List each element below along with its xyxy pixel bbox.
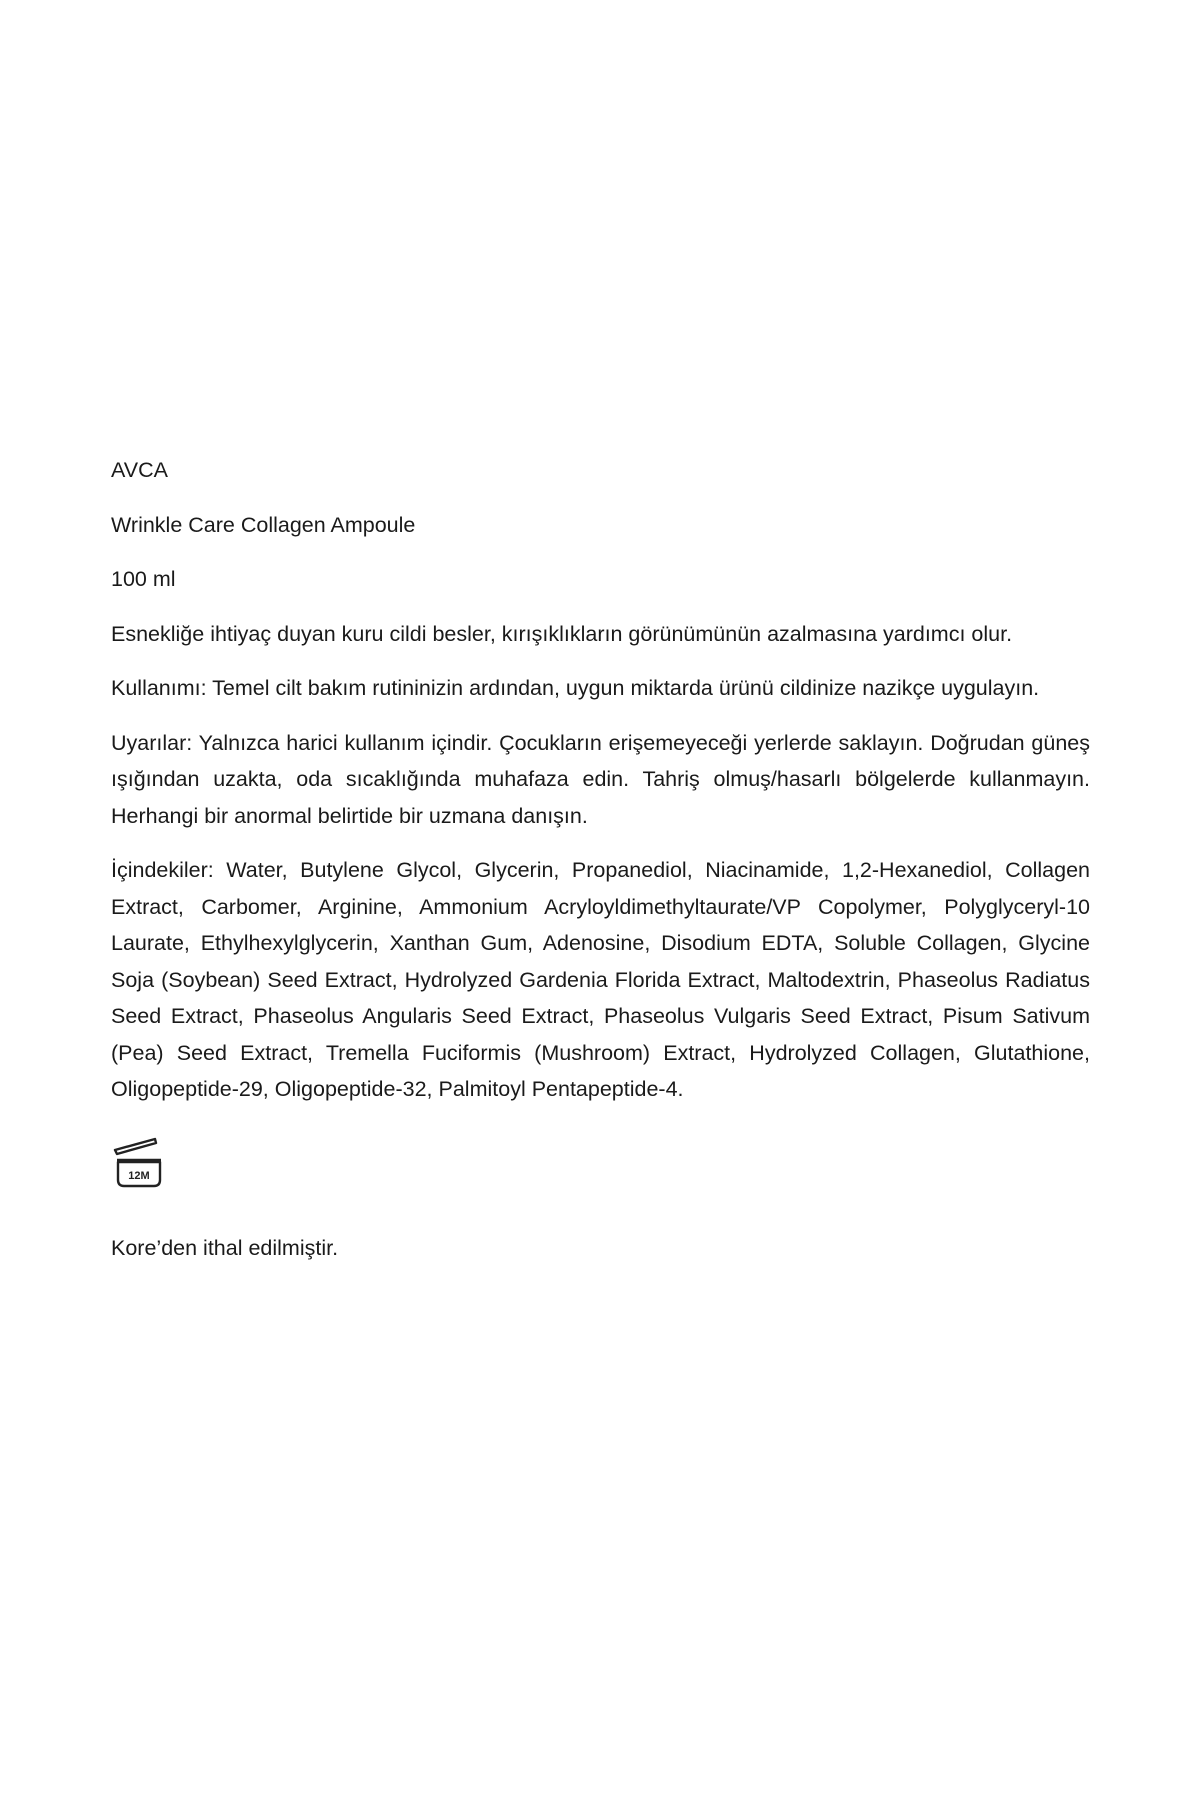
- warnings-text: Uyarılar: Yalnızca harici kullanım içindir. Çocukların erişemeyeceği yerlerde saklayın. Doğrudan güneş ışığından uzakta, oda sıcaklığında muhafaza edin. Tahriş olmuş/hasarlı bölgelerde kullanmayın. Herhangi bir anormal belirtide bir uzmana danışın.: [111, 730, 1090, 828]
- product-name: Wrinkle Care Collagen Ampoule: [111, 512, 416, 537]
- brand-name: AVCA: [111, 458, 168, 482]
- open-jar-icon: [111, 1136, 167, 1192]
- pao-label: 12M: [128, 1169, 150, 1182]
- ingredients-list: İçindekiler: Water, Butylene Glycol, Glycerin, Propanediol, Niacinamide, 1,2-Hexanediol, Collagen Extract, Carbomer, Arginine, Ammonium Acryloyldimethyltaurate/VP Copolymer, Polyglyceryl-10 Laurate, Ethylhexylglycerin, Xanthan Gum, Adenosine, Disodium EDTA, Soluble Collagen, Glycine Soja (Soybean) Seed Extract, Hydrolyzed Gardenia Florida Extract, Maltodextrin, Phaseolus Radiatus Seed Extract, Phaseolus Angularis Seed Extract, Phaseolus Vulgaris Seed Extract, Pisum Sativum (Pea) Seed Extract, Tremella Fuciformis (Mushroom) Extract, Hydrolyzed Collagen, Glutathione, Oligopeptide-29, Oligopeptide-32, Palmitoyl Pentapeptide-4.: [111, 858, 1090, 1101]
- origin-text: Kore’den ithal edilmiştir.: [111, 1235, 339, 1260]
- product-label-document: [111, 452, 1090, 1266]
- product-volume: 100 ml: [111, 567, 176, 591]
- usage-instructions: Kullanımı: Temel cilt bakım rutininizin ardından, uygun miktarda ürünü cildinize nazikçe uygulayın.: [111, 676, 1040, 700]
- product-description: Esnekliğe ihtiyaç duyan kuru cildi besler, kırışıklıkların görünümünün azalmasına yardımcı olur.: [111, 621, 1013, 646]
